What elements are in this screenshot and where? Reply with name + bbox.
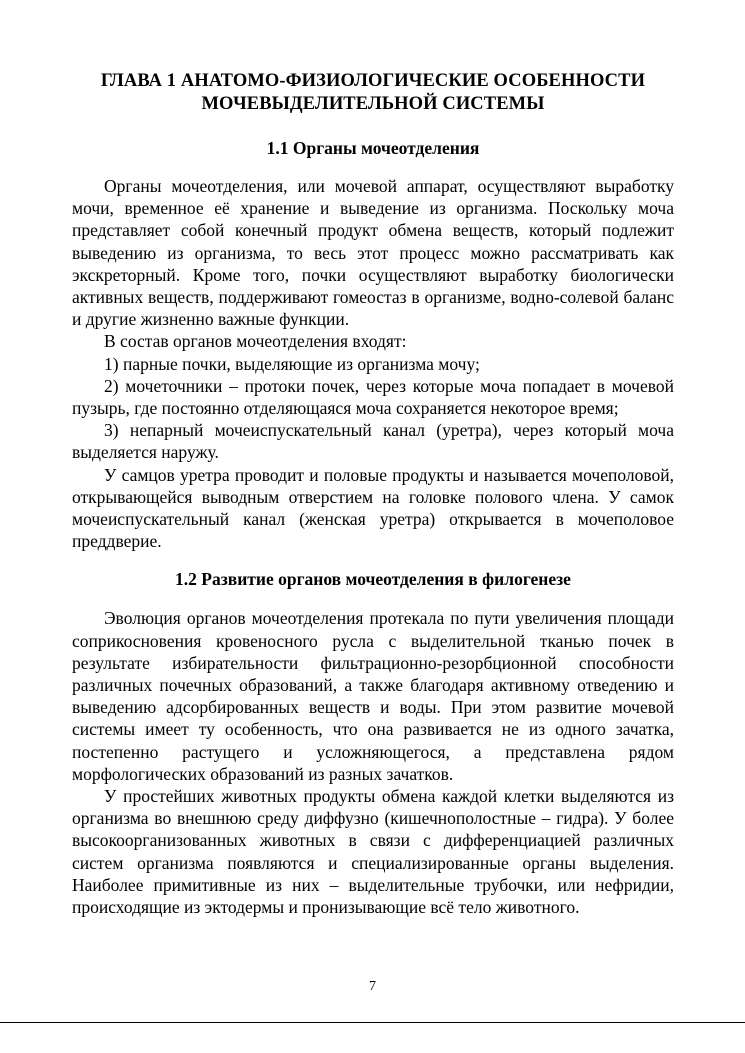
paragraph: Органы мочеотделения, или мочевой аппарат, осуществляют выработку мочи, временное её хранение и выведение из организма. Поскольку моча представляет собой конечный продукт обмена веществ, который подлежит выведению из организма, то весь этот процесс можно рассматривать как экскреторный. Кроме того, почки осуществляют выработку биологически активных веществ, поддерживают гомеостаз в организме, водно-солевой баланс и другие жизненно важные функции. [72,176,674,330]
list-item: 1) парные почки, выделяющие из организма мочу; [104,353,480,374]
page-content [72,70,674,918]
bottom-divider [0,1022,745,1023]
chapter-title [72,70,674,116]
chapter-title-line-1: ГЛАВА 1 АНАТОМО-ФИЗИОЛОГИЧЕСКИЕ ОСОБЕННОСТИ [100,71,646,91]
list-item: 3) непарный мочеиспускательный канал (уретра), через который моча выделяется наружу. [72,420,674,463]
page-number: 7 [369,979,376,994]
chapter-title-line-2: МОЧЕВЫДЕЛИТЕЛЬНОЙ СИСТЕМЫ [201,94,545,114]
paragraph: Эволюция органов мочеотделения протекала по пути увеличения площади соприкосновения кровеносного русла с выделительной тканью почек в результате избирательности фильтрационно-резорбционной способности различных почечных образований, а также благодаря активному отведению и выведению адсорбированных веществ и воды. При этом развитие мочевой системы имеет ту особенность, что она развивается не из одного зачатка, постепенно растущего и усложняющегося, а представлена рядом морфологических образований из разных зачатков. [72,608,674,784]
paragraph: У простейших животных продукты обмена каждой клетки выделяются из организма во внешнюю среду диффузно (кишечнополостные – гидра). У более высокоорганизованных животных в связи с дифференциацией различных систем организма появляются и специализированные органы выделения. Наиболее примитивные из них – выделительные трубочки, или нефридии, происходящие из эктодермы и пронизывающие всё тело животного. [72,786,674,918]
list-item: 2) мочеточники – протоки почек, через которые моча попадает в мочевой пузырь, где постоянно отделяющаяся моча сохраняется некоторое время; [72,375,674,419]
section-heading-1-2: 1.2 Развитие органов мочеотделения в филогенезе [175,569,571,590]
paragraph: В состав органов мочеотделения входят: [104,331,407,352]
paragraph: У самцов уретра проводит и половые продукты и называется мочеполовой, открывающейся выводным отверстием на головке полового члена. У самок мочеиспускательный канал (женская уретра) открывается в мочеполовое преддверие. [72,464,674,552]
section-heading-1-1: 1.1 Органы мочеотделения [266,138,480,158]
